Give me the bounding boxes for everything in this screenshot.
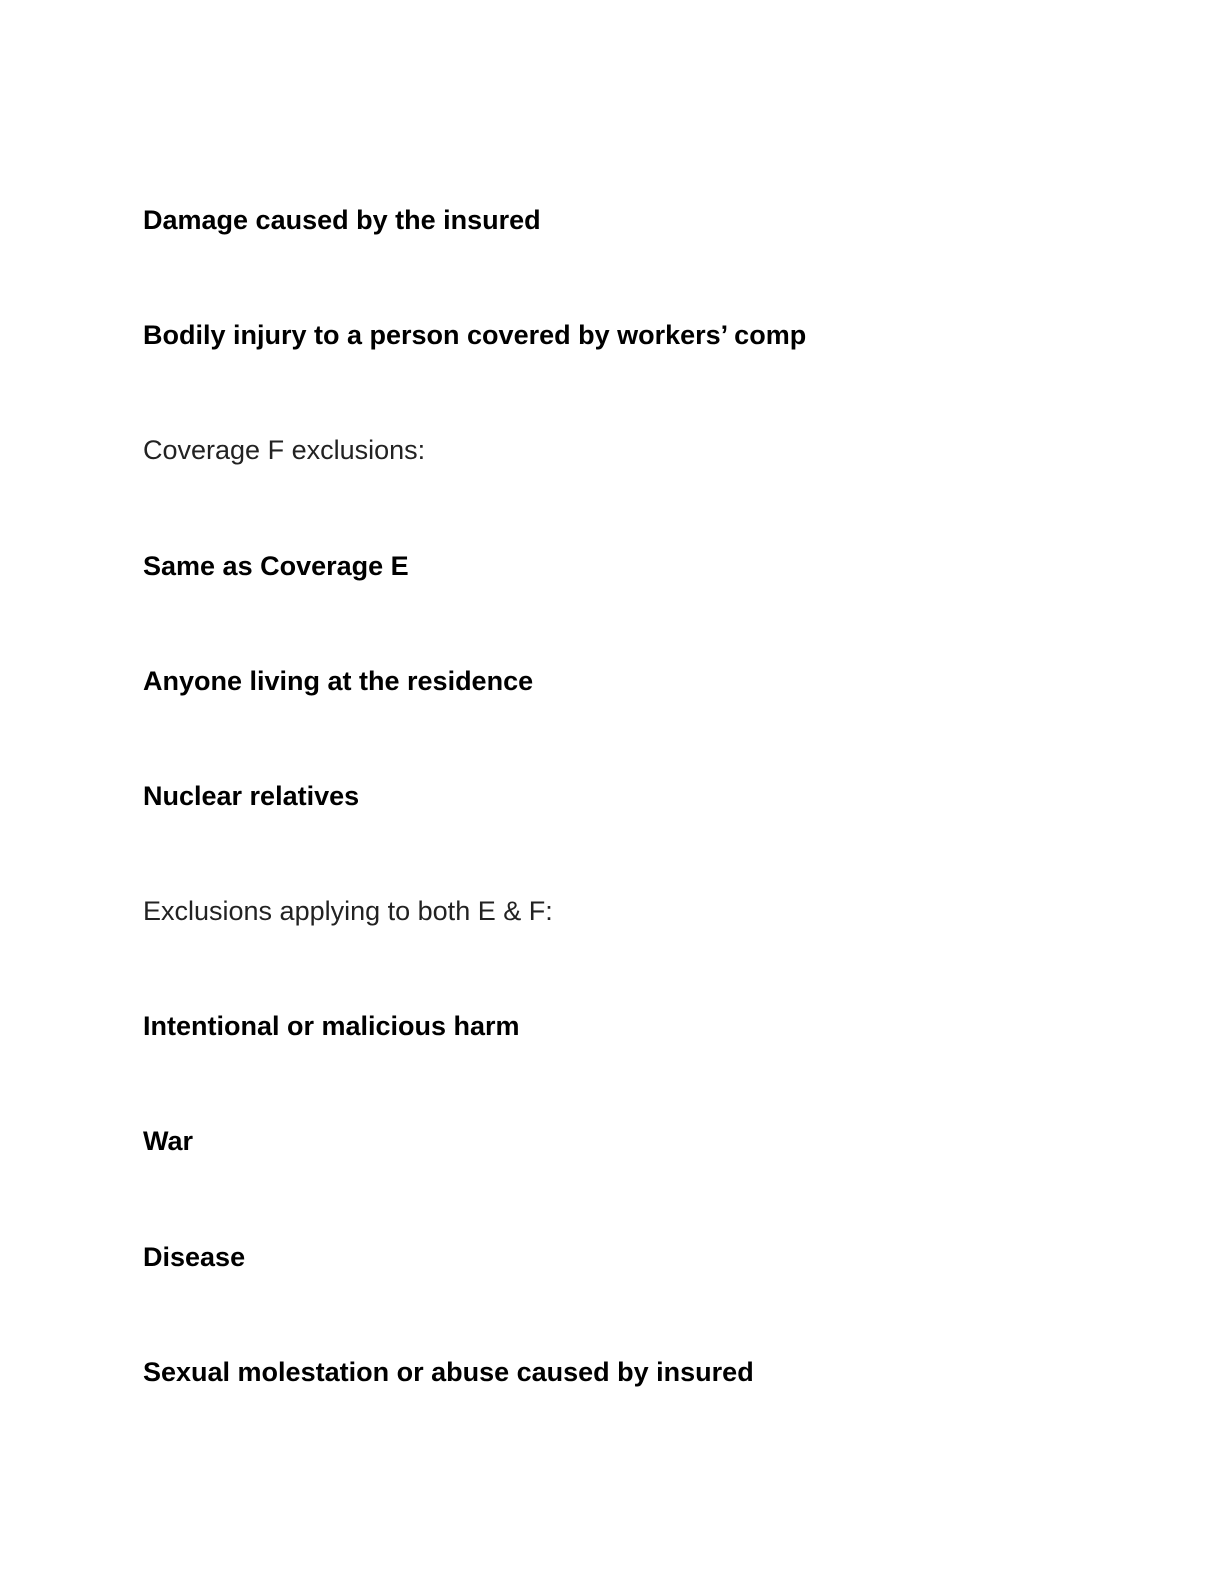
exclusion-item: Sexual molestation or abuse caused by insured (143, 1357, 754, 1387)
section-heading: Exclusions applying to both E & F: (143, 896, 553, 926)
exclusion-item: Nuclear relatives (143, 781, 360, 811)
exclusion-item: Intentional or malicious harm (143, 1011, 520, 1041)
exclusion-item: Damage caused by the insured (143, 205, 541, 235)
exclusion-item: Disease (143, 1242, 246, 1272)
exclusion-item: Bodily injury to a person covered by workers’ comp (143, 320, 807, 350)
exclusion-item: War (143, 1126, 194, 1156)
exclusion-item: Anyone living at the residence (143, 666, 534, 696)
exclusion-item: Same as Coverage E (143, 551, 409, 581)
section-heading: Coverage F exclusions: (143, 435, 426, 465)
